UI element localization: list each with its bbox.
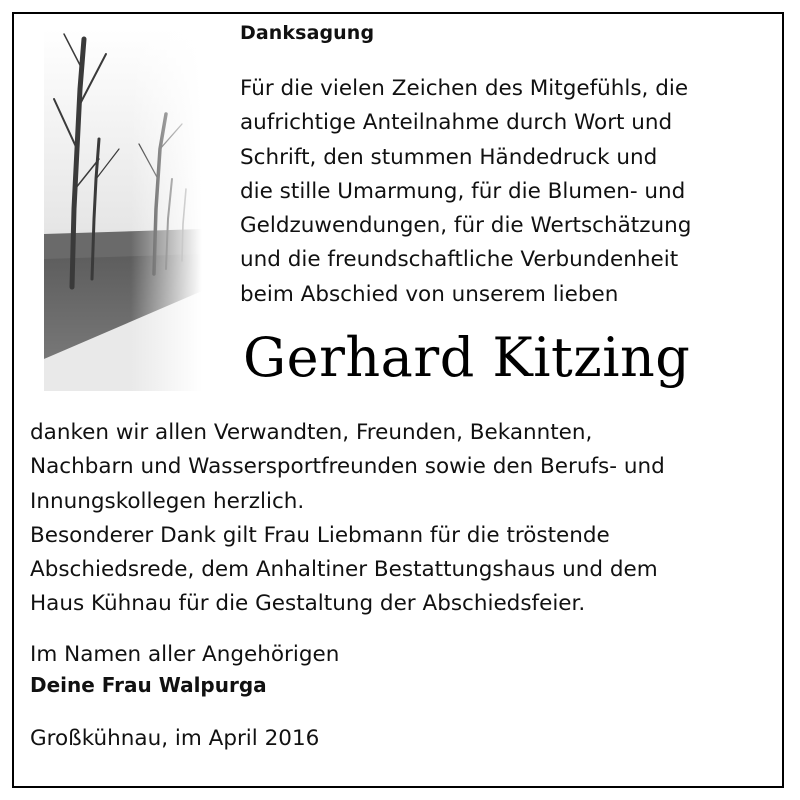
closing-line: Im Namen aller Angehörigen xyxy=(30,642,340,667)
birch-trees-path-image xyxy=(44,29,202,391)
notice-body-text: danken wir allen Verwandten, Freunden, Bekannten, Nachbarn und Wassersportfreunden sowie den Berufs- und Innungskollegen herzlich. Besonderer Dank gilt Frau Liebmann für die tröstende Abschiedsrede, dem Anhaltiner Bestattungshaus und dem Haus Kühnau für die Gestaltung der Abschiedsfeier. xyxy=(30,420,665,617)
place-date: Großkühnau, im April 2016 xyxy=(30,726,320,751)
notice-intro-text: Für die vielen Zeichen des Mitgefühls, die aufrichtige Anteilnahme durch Wort und Schrift, den stummen Händedruck und die stille Umarmung, für die Blumen- und Geldzuwendungen, für die Wertschätzung und die freundschaftliche Verbundenheit beim Abschied von unserem lieben xyxy=(240,76,692,307)
notice-heading: Danksagung xyxy=(240,22,375,44)
signature: Deine Frau Walpurga xyxy=(30,673,267,697)
deceased-name: Gerhard Kitzing xyxy=(243,326,691,389)
